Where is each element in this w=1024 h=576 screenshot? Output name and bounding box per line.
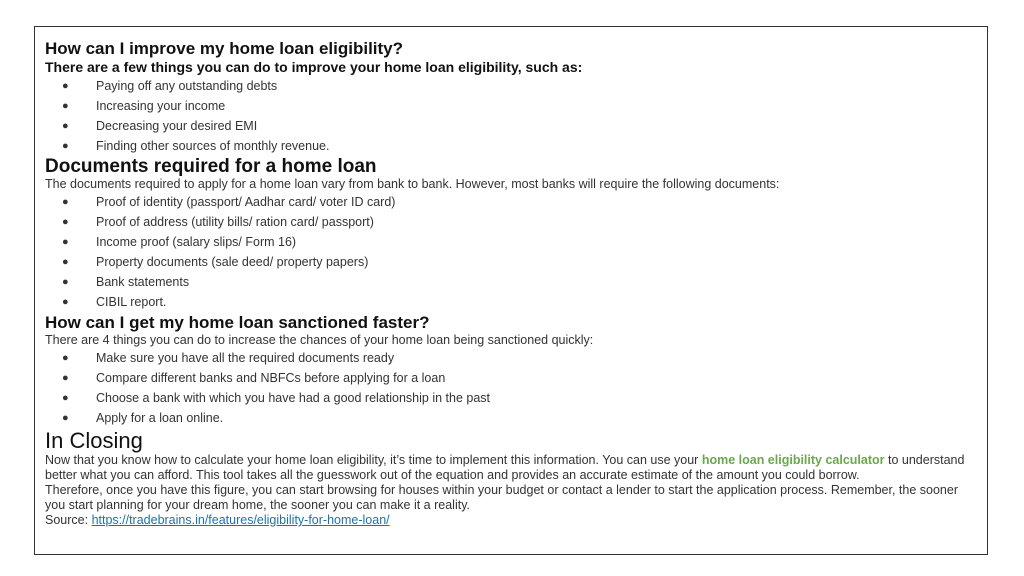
list-item: ● Compare different banks and NBFCs before applying for a loan: [45, 368, 969, 388]
bullet-icon: ●: [62, 216, 69, 228]
eligibility-calculator-link[interactable]: home loan eligibility calculator: [701, 453, 885, 467]
section-2-list: [45, 192, 969, 312]
source-label: Source:: [45, 513, 92, 527]
section-3-list: [45, 348, 969, 428]
bullet-icon: ●: [62, 352, 69, 364]
bullet-icon: ●: [62, 372, 69, 384]
bullet-icon: ●: [62, 276, 69, 288]
list-item: ● Paying off any outstanding debts: [45, 76, 969, 96]
section-2-heading: Documents required for a home loan: [45, 156, 377, 177]
list-item: ● Finding other sources of monthly revenue.: [45, 136, 969, 156]
list-item: ● Income proof (salary slips/ Form 16): [45, 232, 969, 252]
list-item: ● Proof of identity (passport/ Aadhar card/ voter ID card): [45, 192, 969, 212]
bullet-icon: ●: [62, 196, 69, 208]
section-2-intro: The documents required to apply for a home loan vary from bank to bank. However, most banks will require the following documents:: [45, 177, 780, 191]
source-line: [45, 513, 969, 528]
bullet-icon: ●: [62, 140, 69, 152]
bullet-icon: ●: [62, 296, 69, 308]
list-item: ● Make sure you have all the required documents ready: [45, 348, 969, 368]
section-3-heading: How can I get my home loan sanctioned faster?: [45, 313, 430, 332]
list-item: ● Bank statements: [45, 272, 969, 292]
section-1-subheading: There are a few things you can do to improve your home loan eligibility, such as:: [45, 59, 583, 75]
bullet-icon: ●: [62, 236, 69, 248]
list-item: ● Increasing your income: [45, 96, 969, 116]
slide-content: [45, 38, 969, 528]
bullet-icon: ●: [62, 412, 69, 424]
section-3-intro: There are 4 things you can do to increase the chances of your home loan being sanctioned quickly:: [45, 333, 594, 347]
list-item: ● Proof of address (utility bills/ ration card/ passport): [45, 212, 969, 232]
bullet-icon: ●: [62, 392, 69, 404]
list-item: ● Property documents (sale deed/ property papers): [45, 252, 969, 272]
list-item: ● Choose a bank with which you have had a good relationship in the past: [45, 388, 969, 408]
closing-paragraph-2: Therefore, once you have this figure, you can start browsing for houses within your budget or contact a lender to start the application process. Remember, the sooner you start planning for your dream home, the sooner you can make it a reality.: [45, 483, 959, 512]
slide-frame: [34, 26, 988, 555]
bullet-icon: ●: [62, 100, 69, 112]
list-item: ● CIBIL report.: [45, 292, 969, 312]
section-1-list: [45, 76, 969, 156]
closing-heading: In Closing: [45, 428, 143, 453]
section-1-heading: How can I improve my home loan eligibility?: [45, 39, 404, 58]
bullet-icon: ●: [62, 256, 69, 268]
bullet-icon: ●: [62, 120, 69, 132]
list-item: ● Apply for a loan online.: [45, 408, 969, 428]
bullet-icon: ●: [62, 80, 69, 92]
source-link[interactable]: https://tradebrains.in/features/eligibility-for-home-loan/: [91, 513, 390, 527]
closing-paragraph-1: Now that you know how to calculate your home loan eligibility, it’s time to implement this information. You can use your home loan eligibility calculator to understand better what you can afford. This tool takes all the guesswork out of the equation and provides an accurate estimate of the amount you could borrow.: [45, 453, 965, 482]
list-item: ● Decreasing your desired EMI: [45, 116, 969, 136]
